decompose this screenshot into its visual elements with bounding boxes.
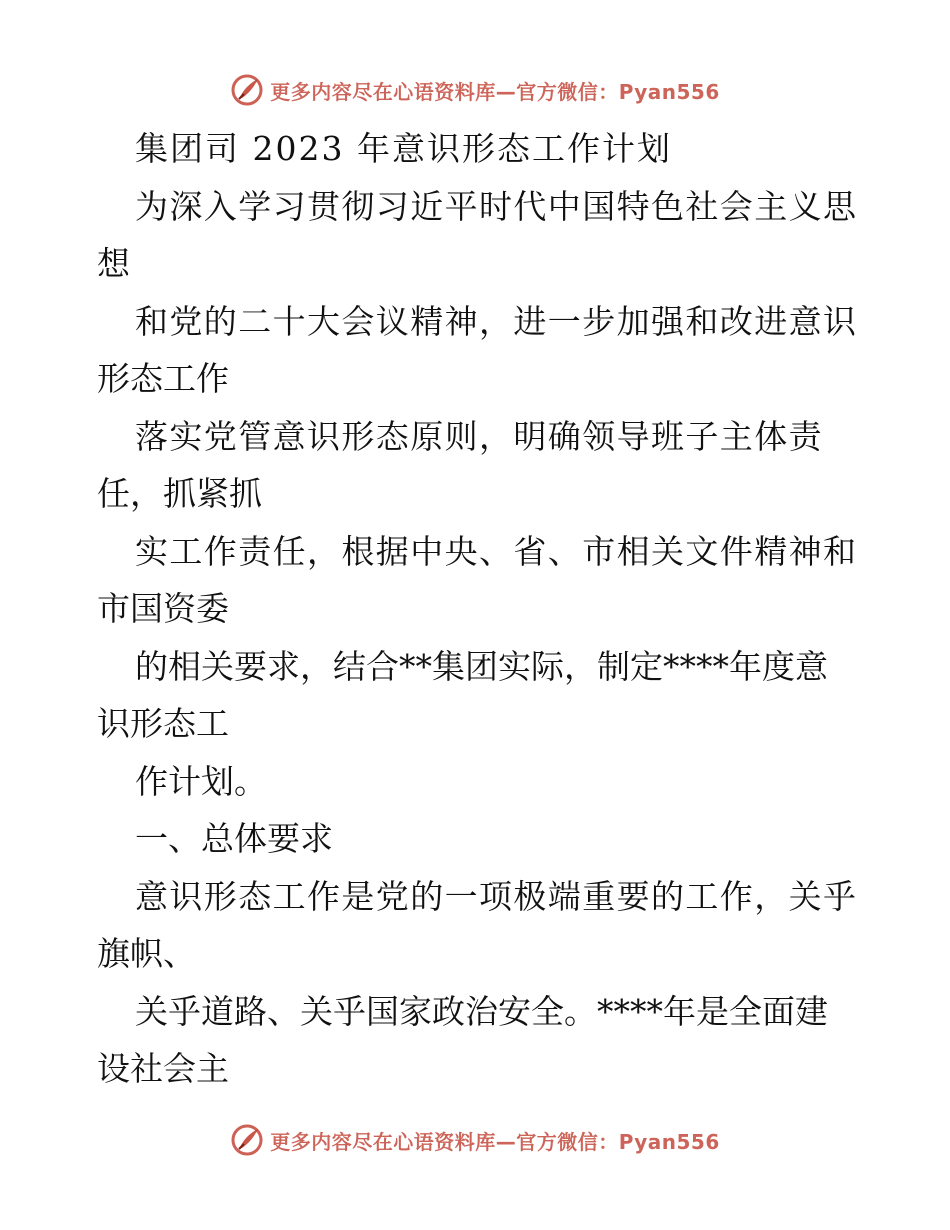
text-line: 市国资委	[97, 589, 229, 628]
text-line: 旗帜、	[97, 934, 196, 973]
text-line: 的相关要求，结合**集团实际，制定****年度意	[135, 646, 828, 686]
text-line: 想	[97, 244, 130, 283]
document-body	[97, 120, 857, 1098]
text-line: 实工作责任，根据中央、省、市相关文件精神和	[135, 531, 857, 571]
text-line: 意识形态工作是党的一项极端重要的工作，关乎	[135, 876, 857, 916]
quill-logo-icon	[230, 73, 264, 107]
text-line: 设社会主	[97, 1049, 229, 1088]
watermark-footer	[0, 1120, 950, 1160]
text-line: 落实党管意识形态原则，明确领导班子主体责	[135, 416, 823, 456]
text-line: 关乎道路、关乎国家政治安全。****年是全面建	[135, 991, 828, 1031]
text-line: 和党的二十大会议精神，进一步加强和改进意识	[135, 301, 857, 341]
watermark-text: 更多内容尽在心语资料库—官方微信：Pyan556	[270, 1129, 720, 1154]
text-line: 任，抓紧抓	[97, 474, 262, 513]
text-line: 识形态工	[97, 704, 229, 743]
text-line: 为深入学习贯彻习近平时代中国特色社会主义思	[135, 186, 857, 226]
section-heading: 一、总体要求	[135, 819, 333, 858]
document-title: 集团司 2023 年意识形态工作计划	[135, 129, 672, 168]
text-line: 作计划。	[135, 761, 267, 801]
quill-logo-icon	[230, 1123, 264, 1157]
watermark-text: 更多内容尽在心语资料库—官方微信：Pyan556	[270, 79, 720, 104]
text-line: 形态工作	[97, 359, 229, 398]
watermark-header	[0, 70, 950, 110]
